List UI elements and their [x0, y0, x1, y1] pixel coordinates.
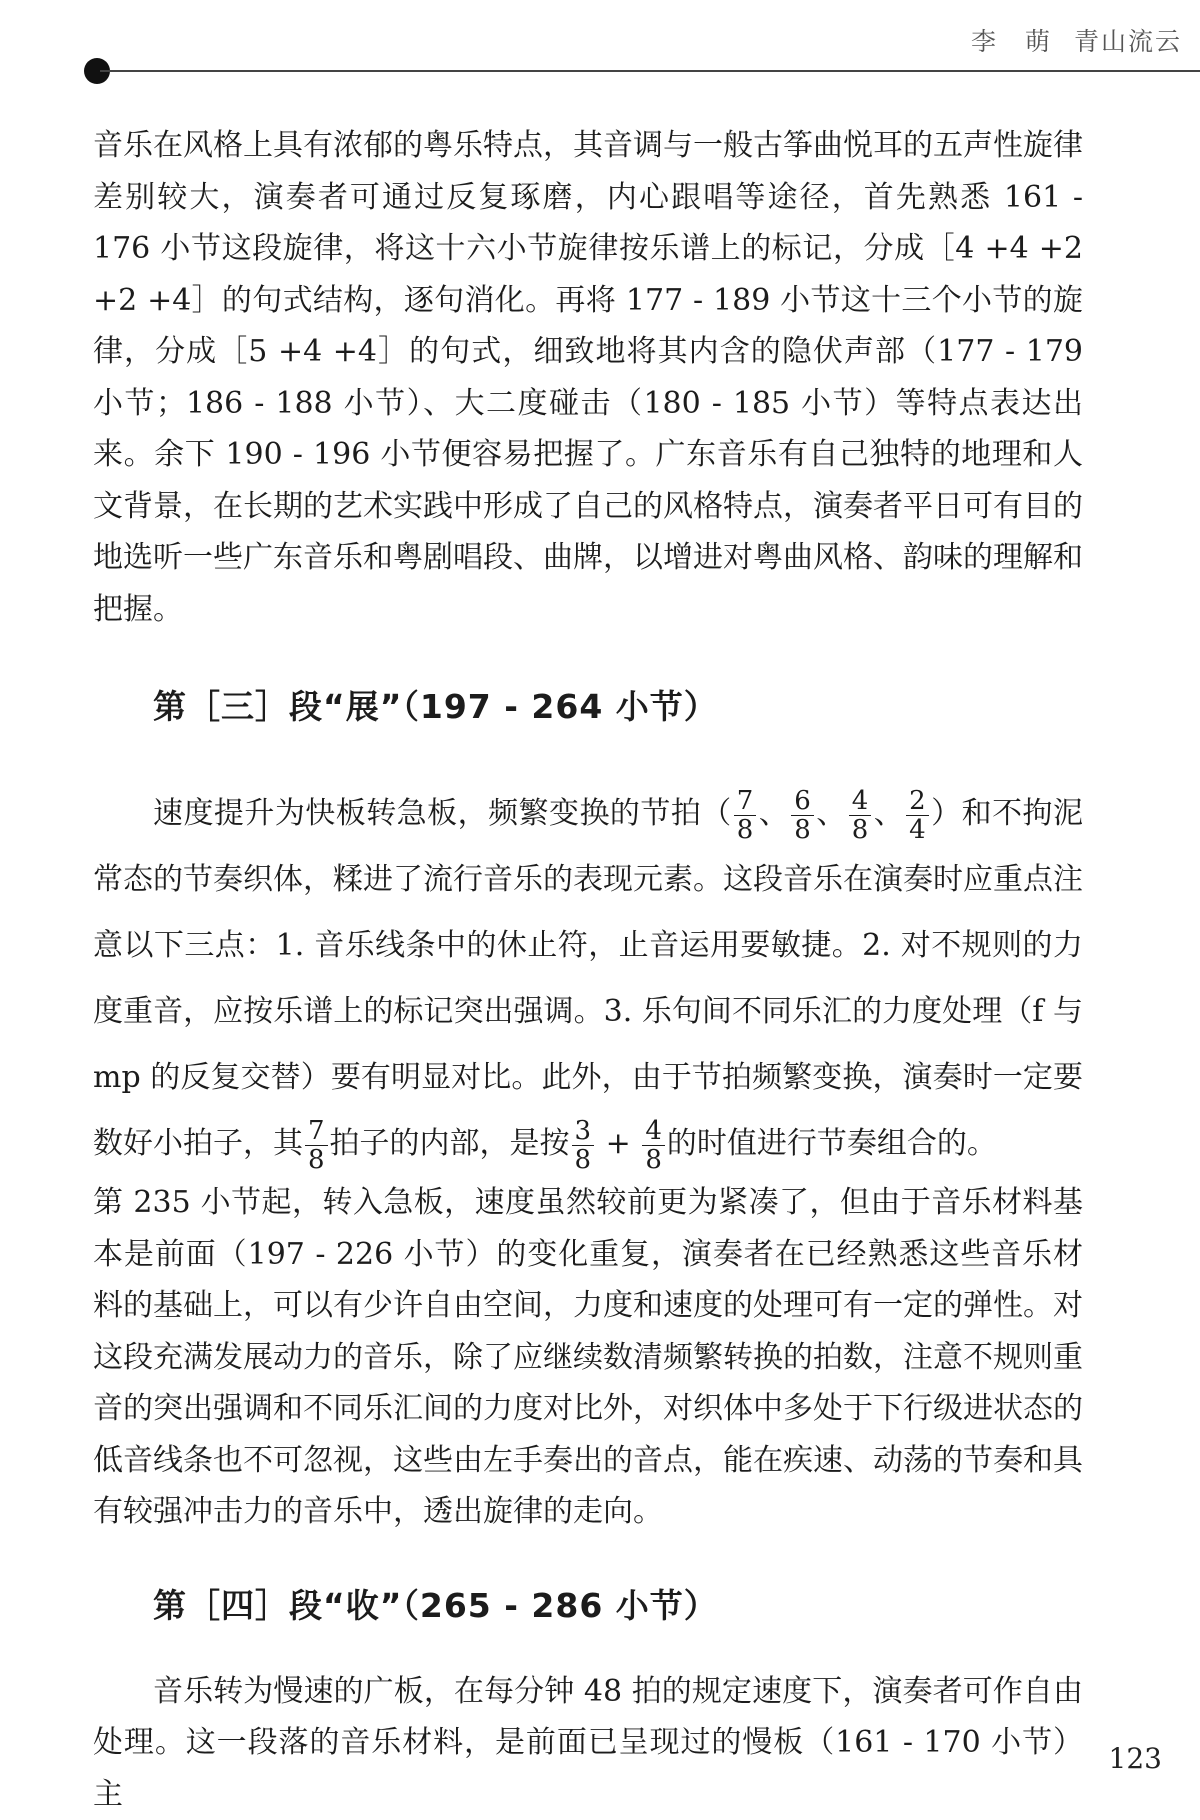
page-body [93, 120, 1083, 1820]
paragraph-1: 音乐在风格上具有浓郁的粤乐特点，其音调与一般古筝曲悦耳的五声性旋律差别较大，演奏者可通过反复琢磨，内心跟唱等途径，首先熟悉 161 - 176 小节这段旋律，将这十六小节旋律按乐谱上的标记，分成［4 +4 +2 +2 +4］的句式结构，逐句消化。再将 177 - 189 小节这十三个小节的旋律，分成［5 +4 +4］的句式，细致地将其内含的隐伏声部（177 - 179 小节；186 - 188 小节）、大二度碰击（180 - 185 小节）等特点表达出来。余下 190 - 196 小节便容易把握了。广东音乐有自己独特的地理和人文背景，在长期的艺术实践中形成了自己的风格特点，演奏者平日可有目的地选听一些广东音乐和粤剧唱段、曲牌，以增进对粤曲风格、韵味的理解和把握。 [93, 120, 1083, 635]
paragraph-2-text-4: 的时值进行节奏组合的。 [667, 1126, 997, 1161]
meter-fraction-4 [906, 787, 929, 844]
running-head [949, 22, 1182, 58]
meter-fraction-1 [734, 787, 757, 844]
fraction-denominator: 8 [642, 1146, 665, 1174]
paragraph-3: 第 235 小节起，转入急板，速度虽然较前更为紧凑了，但由于音乐材料基本是前面（197 - 226 小节）的变化重复，演奏者在已经熟悉这些音乐材料的基础上，可以有少许自由空间，力度和速度的处理可有一定的弹性。对这段充满发展动力的音乐，除了应继续数清频繁转换的拍数，注意不规则重音的突出强调和不同乐汇间的力度对比外，对织体中多处于下行级进状态的低音线条也不可忽视，这些由左手奏出的音点，能在疾速、动荡的节奏和具有较强冲击力的音乐中，透出旋律的走向。 [93, 1177, 1083, 1538]
fraction-three-eight [572, 1117, 595, 1174]
fraction-four-eight [642, 1117, 665, 1174]
fraction-denominator: 8 [849, 816, 872, 844]
fraction-numerator: 4 [642, 1117, 665, 1146]
plus-sign: + [596, 1126, 640, 1161]
fraction-denominator: 8 [305, 1146, 328, 1174]
fraction-numerator: 2 [906, 787, 929, 816]
paragraph-4: 音乐转为慢速的广板，在每分钟 48 拍的规定速度下，演奏者可作自由处理。这一段落的音乐材料，是前面已呈现过的慢板（161 - 170 小节）主 [93, 1666, 1083, 1820]
separator: 、 [758, 796, 789, 831]
fraction-numerator: 6 [791, 787, 814, 816]
fraction-numerator: 3 [572, 1117, 595, 1146]
section-heading-4: 第［四］段“收”（265 - 286 小节） [93, 1576, 1083, 1636]
running-head-author: 李 萌 [971, 27, 1052, 56]
fraction-denominator: 8 [791, 816, 814, 844]
meter-fraction-3 [849, 787, 872, 844]
paragraph-2 [93, 781, 1083, 1177]
fraction-numerator: 4 [849, 787, 872, 816]
fraction-denominator: 8 [572, 1146, 595, 1174]
separator: 、 [873, 796, 904, 831]
fraction-numerator: 7 [734, 787, 757, 816]
running-head-book-title: 青山流云 [1074, 27, 1182, 56]
fraction-seven-eight [305, 1117, 328, 1174]
fraction-denominator: 4 [906, 816, 929, 844]
section-heading-3: 第［三］段“展”（197 - 264 小节） [93, 677, 1083, 737]
paragraph-2-text-2: ）和不拘泥常态的节奏织体，糅进了流行音乐的表现元素。这段音乐在演奏时应重点注意以下三点：1. 音乐线条中的休止符，止音运用要敏捷。2. 对不规则的力度重音，应按乐谱上的标记突出强调。3. 乐句间不同乐汇的力度处理（f 与 mp 的反复交替）要有明显对比。此外，由于节拍频繁变换，演奏时一定要数好小拍子，其 [93, 796, 1083, 1161]
fraction-numerator: 7 [305, 1117, 328, 1146]
paragraph-2-text-1: 速度提升为快板转急板，频繁变换的节拍（ [153, 796, 732, 831]
separator: 、 [816, 796, 847, 831]
page-number: 123 [1109, 1742, 1162, 1775]
header-rule [100, 70, 1200, 72]
paragraph-2-text-3: 拍子的内部，是按 [330, 1126, 570, 1161]
fraction-denominator: 8 [734, 816, 757, 844]
meter-fraction-2 [791, 787, 814, 844]
